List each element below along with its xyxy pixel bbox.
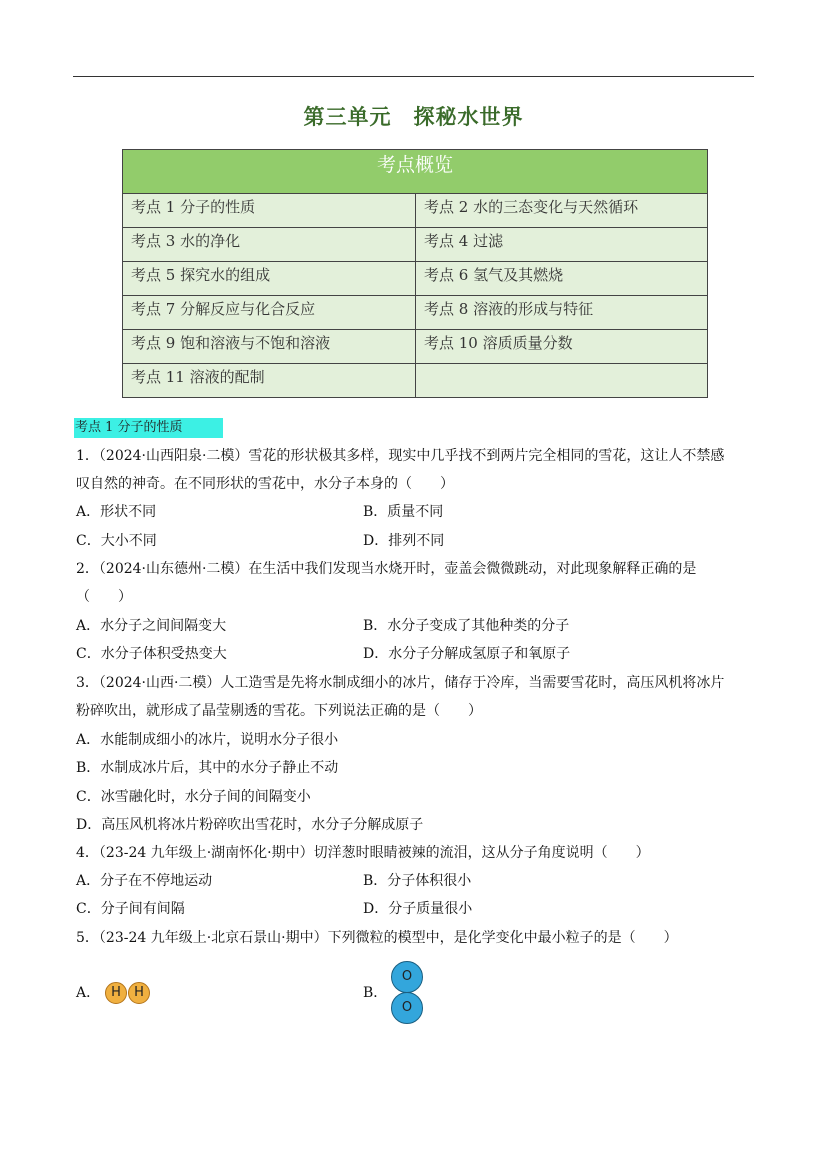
question-1-stem-cont: 叹自然的神奇。在不同形状的雪花中，水分子本身的（ ） bbox=[76, 476, 454, 492]
table-row bbox=[123, 262, 707, 296]
question-5-stem: 5．（23-24 九年级上·北京石景山·期中）下列微粒的模型中，是化学变化中最小粒子的是（ ） bbox=[76, 930, 678, 946]
table-cell: 考点 4 过滤 bbox=[415, 228, 707, 261]
question-2-option-c: C．水分子体积受热变大 bbox=[76, 646, 227, 662]
table-row bbox=[123, 296, 707, 330]
overview-heading: 考点概览 bbox=[123, 150, 707, 194]
table-cell: 考点 5 探究水的组成 bbox=[123, 262, 415, 295]
table-row bbox=[123, 330, 707, 364]
question-3-option-a: A．水能制成细小的冰片，说明水分子很小 bbox=[76, 732, 339, 748]
question-2-stem: 2．（2024·山东德州·二模）在生活中我们发现当水烧开时，壶盖会微微跳动，对此现象解释正确的是 bbox=[76, 561, 697, 577]
table-cell: 考点 6 氢气及其燃烧 bbox=[415, 262, 707, 295]
oxygen-atom-model: O bbox=[391, 961, 423, 993]
question-2-option-d: D．水分子分解成氢原子和氧原子 bbox=[363, 646, 571, 662]
table-row bbox=[123, 228, 707, 262]
question-4-option-c: C．分子间有间隔 bbox=[76, 901, 185, 917]
section-tag: 考点 1 分子的性质 bbox=[74, 418, 223, 438]
table-cell bbox=[415, 364, 707, 397]
question-4-option-d: D．分子质量很小 bbox=[363, 901, 473, 917]
table-cell: 考点 7 分解反应与化合反应 bbox=[123, 296, 415, 329]
table-cell: 考点 10 溶质质量分数 bbox=[415, 330, 707, 363]
question-1-option-b: B．质量不同 bbox=[363, 504, 444, 520]
oxygen-atom-model: O bbox=[391, 992, 423, 1024]
question-5-option-a: A． bbox=[76, 985, 101, 1001]
question-2-option-a: A．水分子之间间隔变大 bbox=[76, 618, 227, 634]
table-row bbox=[123, 194, 707, 228]
question-3-option-b: B．水制成冰片后，其中的水分子静止不动 bbox=[76, 760, 339, 776]
question-3-option-c: C．冰雪融化时，水分子间的间隔变小 bbox=[76, 789, 311, 805]
question-4-stem: 4．（23-24 九年级上·湖南怀化·期中）切洋葱时眼睛被辣的流泪，这从分子角度说明（ ） bbox=[76, 845, 650, 861]
overview-table bbox=[122, 149, 708, 398]
table-cell: 考点 2 水的三态变化与天然循环 bbox=[415, 194, 707, 227]
question-1-option-a: A．形状不同 bbox=[76, 504, 157, 520]
table-row bbox=[123, 364, 707, 397]
question-2-option-b: B．水分子变成了其他种类的分子 bbox=[363, 618, 570, 634]
question-4-option-b: B．分子体积很小 bbox=[363, 873, 472, 889]
hydrogen-atom-model: H bbox=[105, 982, 127, 1004]
question-3-stem: 3．（2024·山西·二模）人工造雪是先将水制成细小的冰片，储存于冷库，当需要雪花时，高压风机将冰片 bbox=[76, 675, 725, 691]
question-1-stem: 1．（2024·山西阳泉·二模）雪花的形状极其多样，现实中几乎找不到两片完全相同的雪花，这让人不禁感 bbox=[76, 448, 725, 464]
question-1-option-c: C．大小不同 bbox=[76, 533, 157, 549]
table-cell: 考点 1 分子的性质 bbox=[123, 194, 415, 227]
question-3-option-d: D．高压风机将冰片粉碎吹出雪花时，水分子分解成原子 bbox=[76, 817, 424, 833]
header-rule bbox=[73, 76, 754, 77]
page-title: 第三单元 探秘水世界 bbox=[303, 104, 524, 129]
question-5-option-b: B． bbox=[363, 985, 388, 1001]
table-cell: 考点 11 溶液的配制 bbox=[123, 364, 415, 397]
question-1-option-d: D．排列不同 bbox=[363, 533, 445, 549]
table-cell: 考点 3 水的净化 bbox=[123, 228, 415, 261]
table-cell: 考点 8 溶液的形成与特征 bbox=[415, 296, 707, 329]
hydrogen-atom-model: H bbox=[128, 982, 150, 1004]
table-cell: 考点 9 饱和溶液与不饱和溶液 bbox=[123, 330, 415, 363]
question-3-stem-cont: 粉碎吹出，就形成了晶莹剔透的雪花。下列说法正确的是（ ） bbox=[76, 703, 482, 719]
question-4-option-a: A．分子在不停地运动 bbox=[76, 873, 213, 889]
question-2-stem-cont: （ ） bbox=[76, 589, 132, 605]
